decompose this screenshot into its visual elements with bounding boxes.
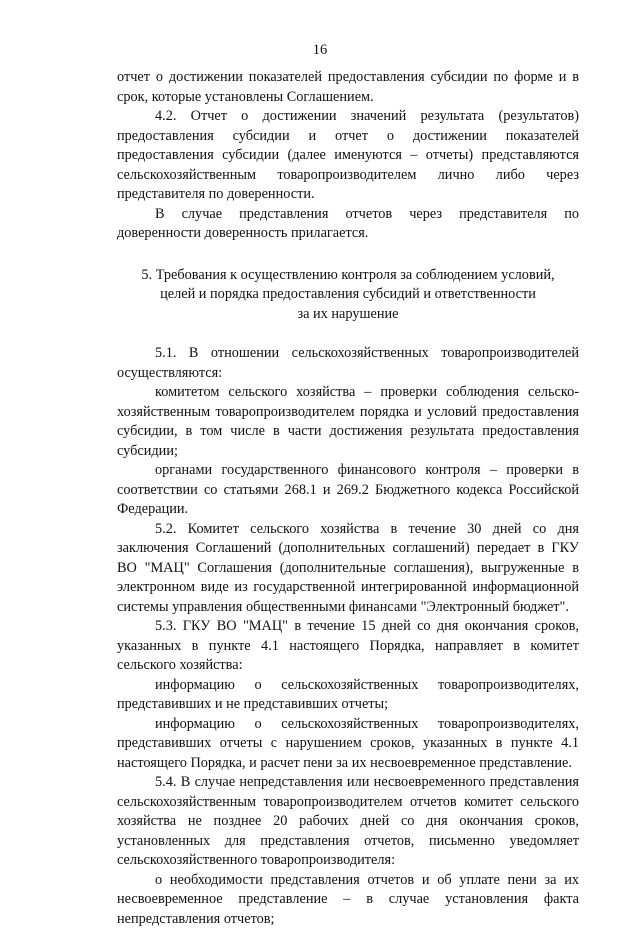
- paragraph: 5.3. ГКУ ВО "МАЦ" в течение 15 дней со дня окончания сроков, указанных в пункте 4.1 настоящего Порядка, направляет в комитет сельского хозяйства:: [117, 617, 579, 676]
- paragraph: о необходимости представления отчетов и об уплате пени за их несвоевременное представление – в случае установления факта непредставления отчетов;: [117, 871, 579, 929]
- paragraph: 5.2. Комитет сельского хозяйства в течение 30 дней со дня заключения Соглашений (дополнительных соглашений) передает в ГКУ ВО "МАЦ" Соглашения (дополнительные соглашения), выгруженные в электронном виде из государственной интегрированной информационной системы управления общественными финансами "Электронный бюджет".: [117, 520, 579, 618]
- paragraph: 4.2. Отчет о достижении значений результата (результатов) предоставления субсидии и отчет о достижении показателей предоставления субсидии (далее именуются – отчеты) представляются сельскохозяйственным товаропроизводителем лично либо через представителя по доверенности.: [117, 107, 579, 205]
- page-number: 16: [0, 42, 640, 59]
- document-body: [117, 68, 579, 929]
- paragraph: отчет о достижении показателей предоставления субсидии по форме и в срок, которые установлены Соглашением.: [117, 68, 579, 107]
- section-heading-line: 5. Требования к осуществлению контроля за соблюдением условий,: [117, 266, 579, 286]
- paragraph: 5.1. В отношении сельскохозяйственных товаропроизводителей осуществляются:: [117, 344, 579, 383]
- paragraph: 5.4. В случае непредставления или несвоевременного представления сельскохозяйственным товаропроизводителем отчетов комитет сельского хозяйства не позднее 20 рабочих дней со дня окончания сроков, установленных для представления отчетов, письменно уведомляет сельскохозяйственного товаропроизводителя:: [117, 773, 579, 871]
- paragraph: В случае представления отчетов через представителя по доверенности доверенность прилагается.: [117, 205, 579, 244]
- paragraph: информацию о сельскохозяйственных товаропроизводителях, представивших и не представивших отчеты;: [117, 676, 579, 715]
- section-heading-line: за их нарушение: [117, 305, 579, 325]
- paragraph: органами государственного финансового контроля – проверки в соответствии со статьями 268.1 и 269.2 Бюджетного кодекса Российской Федерации.: [117, 461, 579, 520]
- section-heading: [117, 266, 579, 325]
- section-heading-line: целей и порядка предоставления субсидий и ответственности: [117, 285, 579, 305]
- paragraph: комитетом сельского хозяйства – проверки соблюдения сельскохозяйственным товаропроизводителем порядка и условий предоставления субсидии, в том числе в части достижения результата предоставления субсидии;: [117, 383, 579, 461]
- paragraph: информацию о сельскохозяйственных товаропроизводителях, представивших отчеты с нарушением сроков, указанных в пункте 4.1 настоящего Порядка, и расчет пени за их несвоевременное представление.: [117, 715, 579, 774]
